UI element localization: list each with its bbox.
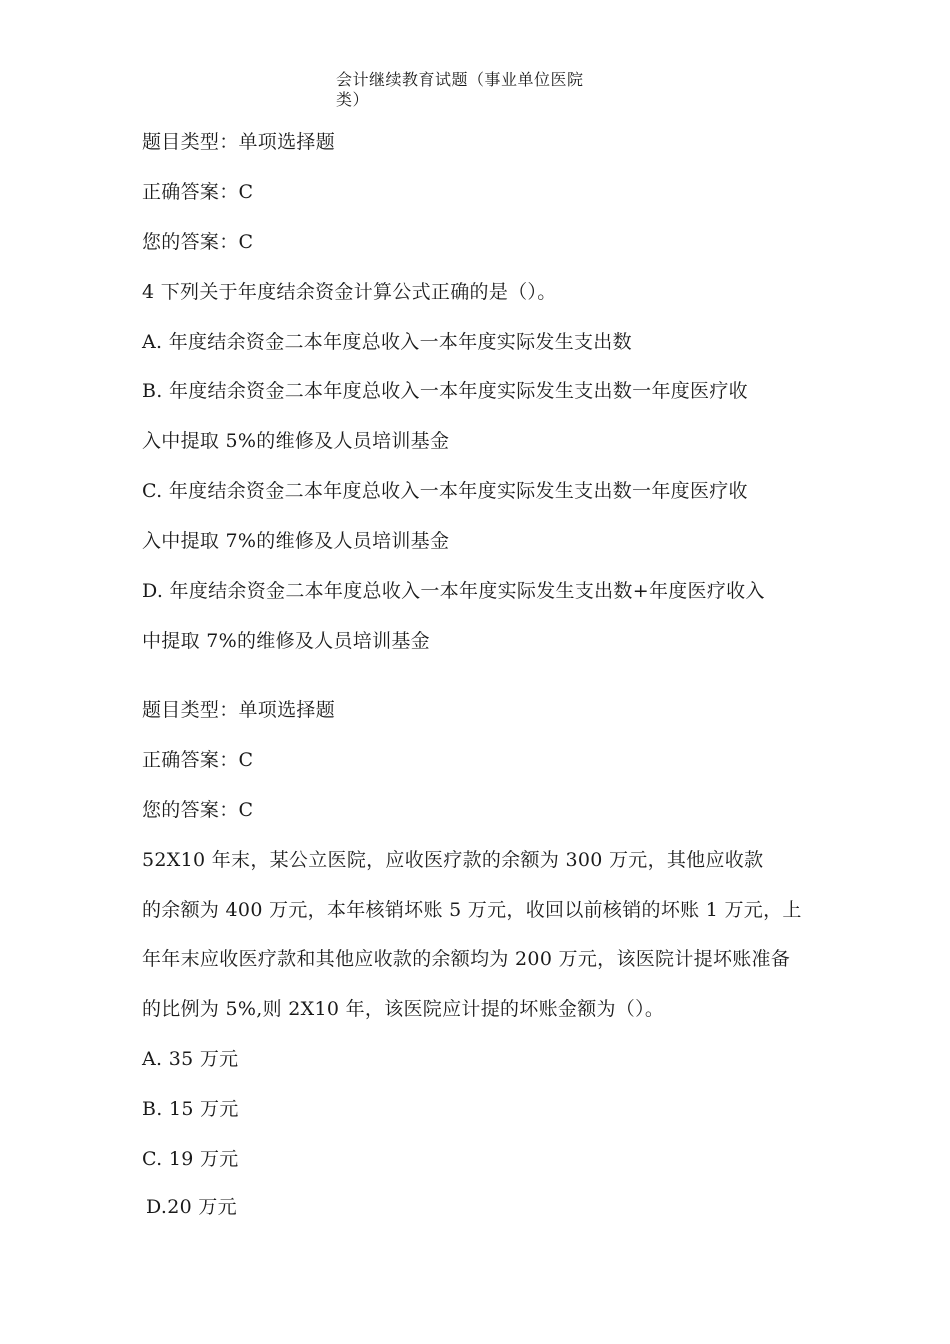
question-5-option-c: C. 19 万元 [142, 1148, 239, 1170]
question-5-stem-line-2: 的余额为 400 万元，本年核销坏账 5 万元，收回以前核销的坏账 1 万元，上 [142, 899, 802, 921]
question-5-stem-line-4: 的比例为 5%,则 2X10 年，该医院应计提的坏账金额为（）。 [142, 998, 665, 1020]
question-4-option-b-line-2: 入中提取 5%的维修及人员培训基金 [142, 430, 450, 452]
title-line-1: 会计继续教育试题（事业单位医院 [336, 70, 584, 89]
question-4-option-d-line-2: 中提取 7%的维修及人员培训基金 [142, 630, 430, 652]
question-4-option-d-line-1: D. 年度结余资金二本年度总收入一本年度实际发生支出数+年度医疗收入 [142, 580, 765, 602]
question-5-stem-line-3: 年年末应收医疗款和其他应收款的余额均为 200 万元，该医院计提坏账准备 [142, 948, 791, 970]
document-title [336, 70, 606, 110]
question-type-label: 题目类型：单项选择题 [142, 131, 336, 153]
question-4-option-c-line-2: 入中提取 7%的维修及人员培训基金 [142, 530, 450, 552]
your-answer-label: 您的答案：C [142, 231, 254, 253]
question-5-option-b: B. 15 万元 [142, 1098, 239, 1120]
correct-answer-label: 正确答案：C [142, 181, 254, 203]
your-answer-label: 您的答案：C [142, 799, 254, 821]
question-4-option-c-line-1: C. 年度结余资金二本年度总收入一本年度实际发生支出数一年度医疗收 [142, 480, 748, 502]
question-4-option-a: A. 年度结余资金二本年度总收入一本年度实际发生支出数 [142, 331, 632, 353]
correct-answer-label: 正确答案：C [142, 749, 254, 771]
question-5-option-a: A. 35 万元 [142, 1048, 239, 1070]
question-5-option-d: D.20 万元 [146, 1196, 237, 1218]
question-4-stem: 4 下列关于年度结余资金计算公式正确的是（）。 [142, 281, 557, 303]
question-5-stem-line-1: 52X10 年末，某公立医院，应收医疗款的余额为 300 万元，其他应收款 [142, 849, 764, 871]
question-type-label: 题目类型：单项选择题 [142, 699, 336, 721]
title-line-2: 类） [336, 90, 370, 109]
question-4-option-b-line-1: B. 年度结余资金二本年度总收入一本年度实际发生支出数一年度医疗收 [142, 380, 748, 402]
